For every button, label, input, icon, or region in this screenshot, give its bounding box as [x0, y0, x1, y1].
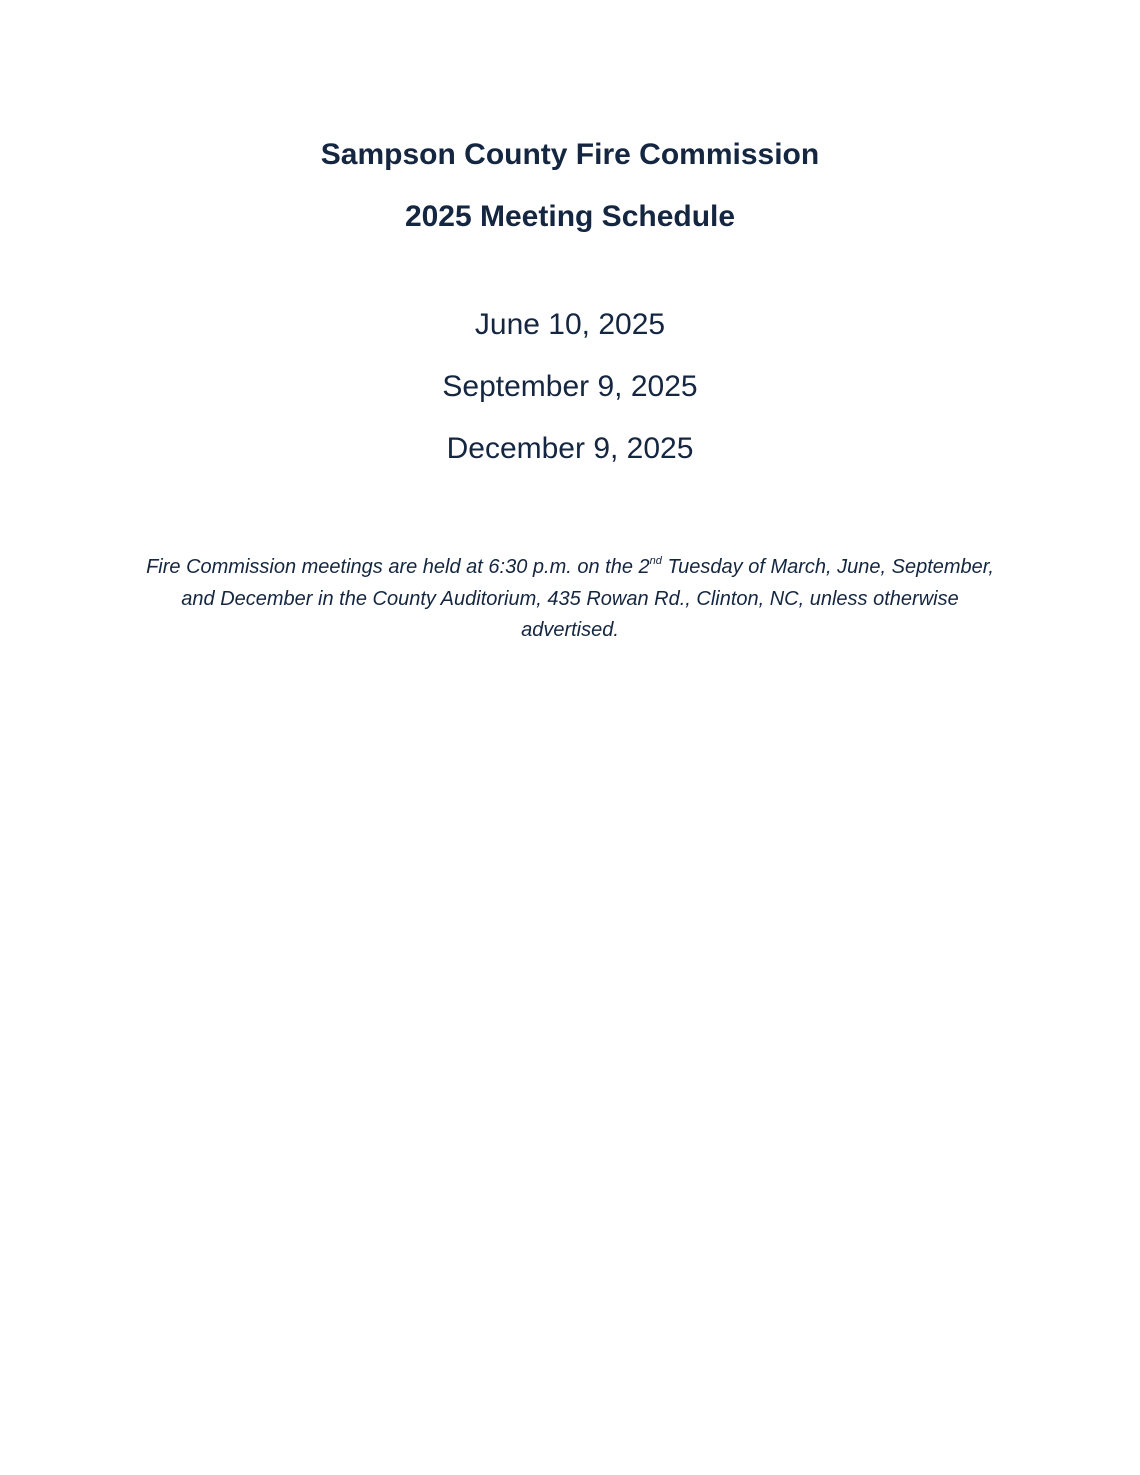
- meeting-date: September 9, 2025: [442, 370, 698, 403]
- meeting-dates-list: [0, 305, 1140, 491]
- meeting-date: December 9, 2025: [446, 432, 694, 465]
- meeting-note-text-continued: Tuesday of March, June, September, and December in the County Auditorium, 435 Rowan Rd., Clinton, NC, unless otherwise advertised.: [181, 556, 994, 641]
- document-title: Sampson County Fire Commission: [320, 138, 820, 171]
- document-subtitle: 2025 Meeting Schedule: [404, 200, 736, 233]
- ordinal-suffix: nd: [649, 555, 662, 568]
- meeting-note: [140, 552, 1000, 647]
- meeting-note-text: Fire Commission meetings are held at 6:30 p.m. on the 2: [146, 556, 650, 578]
- meeting-date: June 10, 2025: [474, 308, 666, 341]
